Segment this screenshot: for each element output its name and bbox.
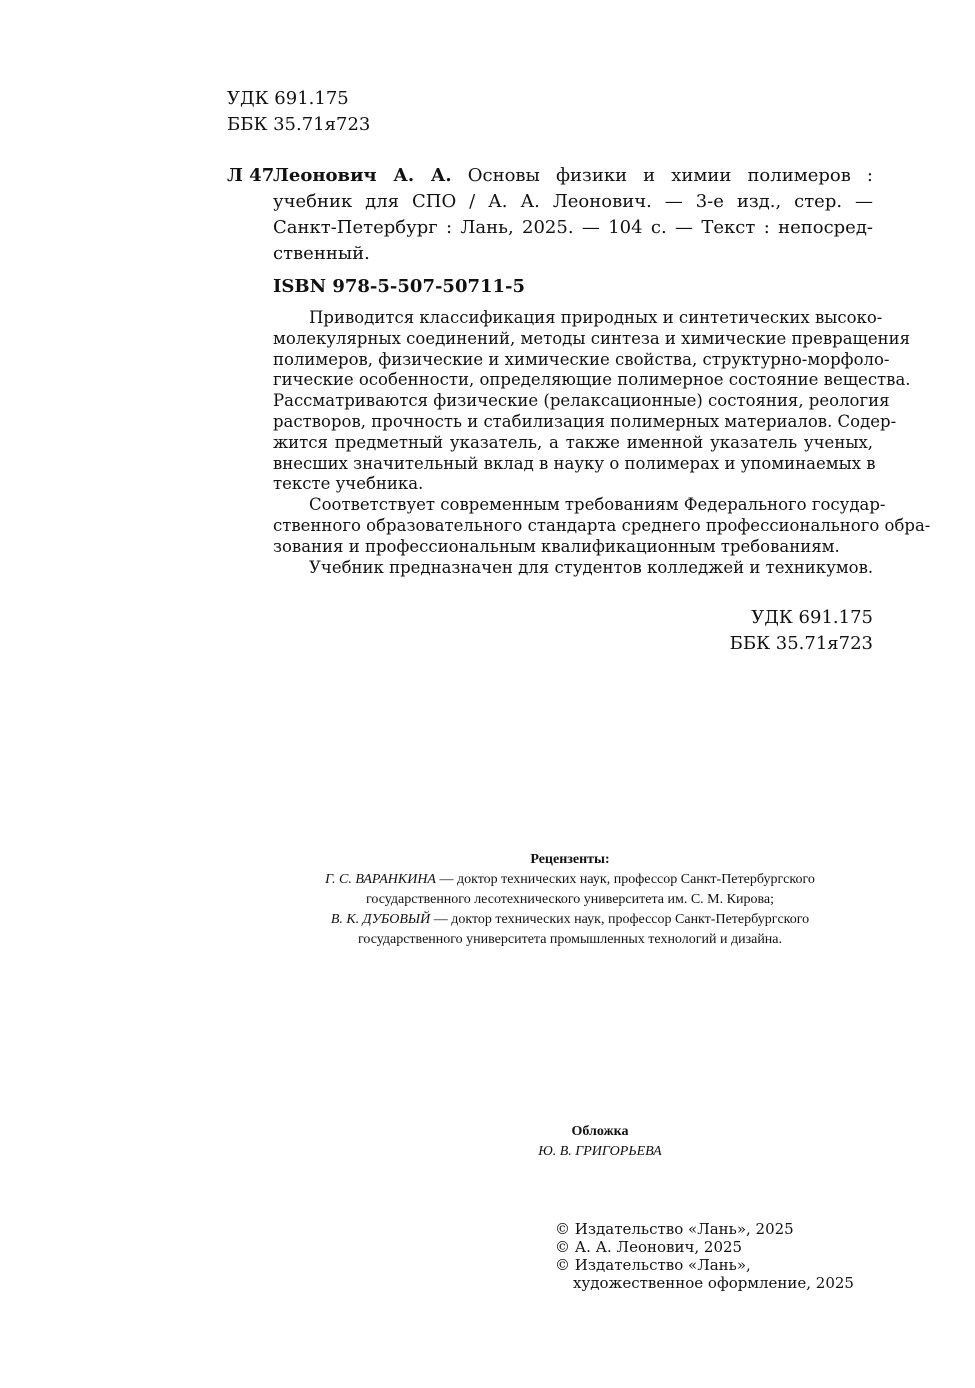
- reviewer-description: — доктор технических наук, профессор Санкт-Петербургского: [435, 872, 815, 887]
- copyright-line: художественное оформление, 2025: [573, 1274, 854, 1292]
- annotation-line: полимеров, физические и химические свойства, структурно-морфоло-: [273, 349, 890, 369]
- reviewers-block: [240, 850, 900, 950]
- copyright-block: [555, 1220, 854, 1292]
- annotation: [273, 308, 931, 578]
- udk-header-block: [227, 86, 370, 138]
- bbk-code: ББК 35.71я723: [729, 633, 873, 654]
- annotation-line: Рассматриваются физические (релаксационные) состояния, реология: [273, 391, 890, 411]
- copyright-line: © Издательство «Лань», 2025: [555, 1220, 794, 1238]
- biblio-line: ственный.: [273, 243, 370, 264]
- annotation-line: молекулярных соединений, методы синтеза и химические превращения: [273, 328, 911, 348]
- reviewers-heading: Рецензенты:: [530, 852, 610, 867]
- annotation-line: тексте учебника.: [273, 474, 424, 494]
- udk-footer-block: [640, 605, 873, 657]
- cover-heading: Обложка: [571, 1124, 629, 1139]
- reviewer-1: [240, 870, 900, 890]
- biblio-line: [273, 163, 873, 189]
- author-mark: Л 47: [227, 165, 275, 186]
- annotation-line: Соответствует современным требованиям Федерального государ-: [309, 495, 886, 515]
- reviewer-description: — доктор технических наук, профессор Санкт-Петербургского: [430, 912, 810, 927]
- annotation-line: Учебник предназначен для студентов колледжей и техникумов.: [309, 557, 874, 577]
- copyright-line: © Издательство «Лань»,: [555, 1256, 751, 1274]
- biblio-line: Санкт-Петербург : Лань, 2025. — 104 с. — Текст : непосред-: [273, 217, 873, 238]
- bbk-code: ББК 35.71я723: [227, 114, 371, 135]
- udk-code: УДК 691.175: [751, 607, 873, 628]
- reviewer-name: Г. С. ВАРАНКИНА: [325, 872, 436, 887]
- annotation-line: жится предметный указатель, а также именной указатель ученых,: [273, 432, 873, 452]
- bibliographic-description: [273, 163, 873, 267]
- reviewer-name: В. К. ДУБОВЫЙ: [330, 912, 431, 927]
- cover-designer: Ю. В. ГРИГОРЬЕВА: [538, 1144, 662, 1159]
- cover-credit: [440, 1122, 760, 1162]
- annotation-line: растворов, прочность и стабилизация полимерных материалов. Содер-: [273, 411, 897, 431]
- annotation-line: внесших значительный вклад в науку о полимерах и упоминаемых в: [273, 453, 876, 473]
- copyright-line: © А. А. Леонович, 2025: [555, 1238, 743, 1256]
- isbn: ISBN 978-5-507-50711-5: [273, 276, 526, 297]
- reviewer-2-affiliation: государственного университета промышленных технологий и дизайна.: [357, 932, 783, 947]
- reviewer-1-affiliation: государственного лесотехнического университета им. С. М. Кирова;: [366, 892, 774, 907]
- biblio-line: учебник для СПО / А. А. Леонович. — 3-е изд., стер. —: [273, 191, 873, 212]
- udk-code: УДК 691.175: [227, 88, 349, 109]
- reviewer-2: [240, 910, 900, 930]
- annotation-line: гические особенности, определяющие полимерное состояние вещества.: [273, 370, 911, 390]
- annotation-line: ственного образовательного стандарта среднего профессионального обра-: [273, 515, 931, 535]
- author-name: Леонович А. А.: [273, 165, 452, 186]
- annotation-line: Приводится классификация природных и синтетических высоко-: [309, 308, 883, 327]
- annotation-line: зования и профессиональным квалификационным требованиям.: [273, 536, 840, 556]
- biblio-title: Основы физики и химии полимеров :: [467, 165, 873, 186]
